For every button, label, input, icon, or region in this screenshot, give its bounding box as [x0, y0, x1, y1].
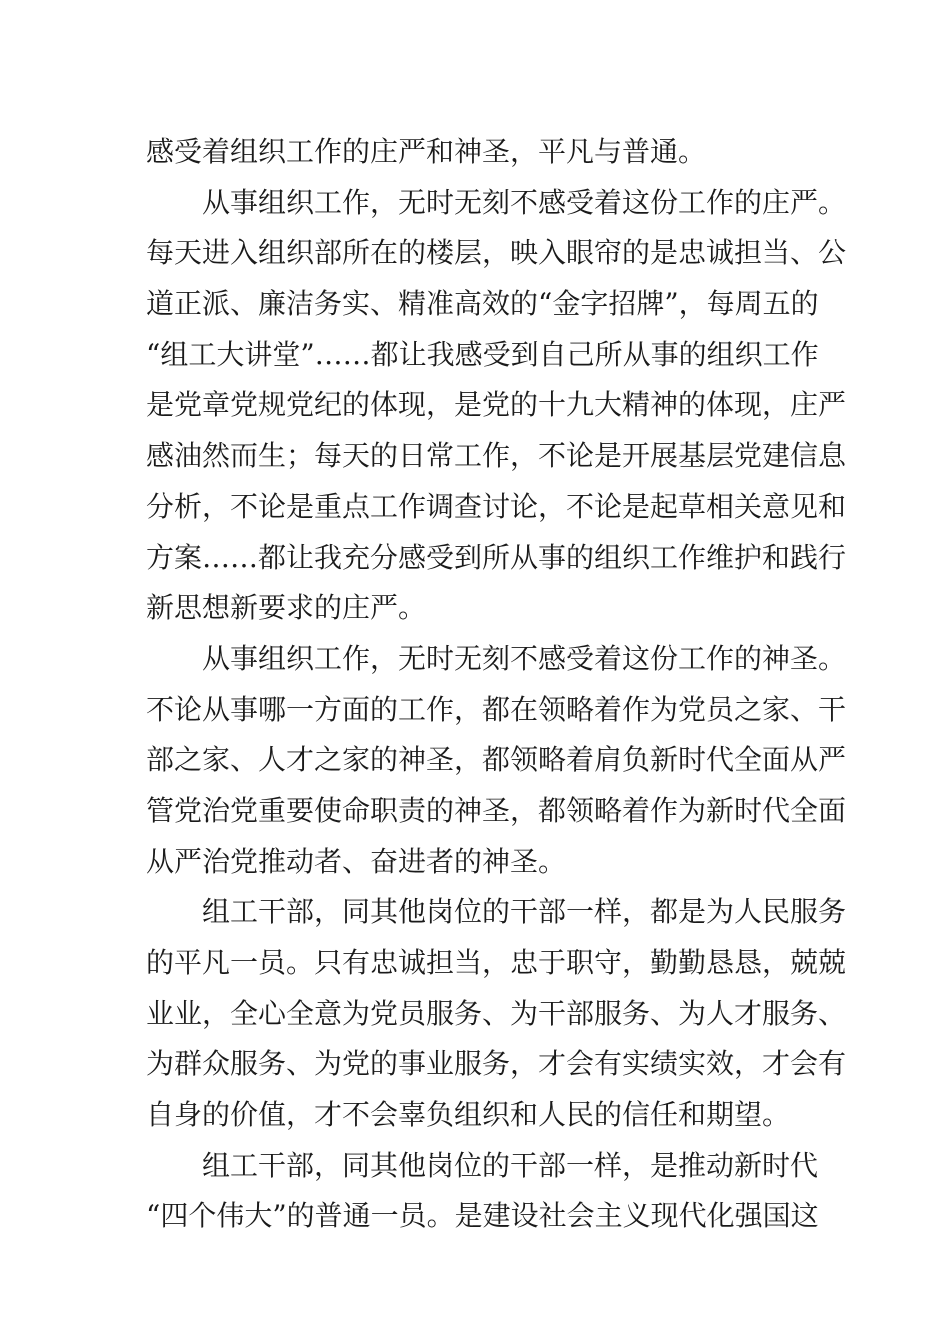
text-line: 分析，不论是重点工作调查讨论，不论是起草相关意见和: [146, 489, 847, 523]
paragraph-first-line: 从事组织工作，无时无刻不感受着这份工作的庄严。: [202, 185, 847, 219]
text-line: 部之家、人才之家的神圣，都领略着肩负新时代全面从严: [146, 743, 847, 777]
text-line: “组工大讲堂”……都让我感受到自己所从事的组织工作: [146, 337, 819, 371]
text-line: 管党治党重要使命职责的神圣，都领略着作为新时代全面: [146, 793, 847, 827]
text-line: 业业，全心全意为党员服务、为干部服务、为人才服务、: [146, 996, 847, 1030]
text-line: 是党章党规党纪的体现，是党的十九大精神的体现，庄严: [146, 388, 847, 422]
text-line: 每天进入组织部所在的楼层，映入眼帘的是忠诚担当、公: [146, 236, 847, 270]
text-line: 方案……都让我充分感受到所从事的组织工作维护和践行: [146, 540, 847, 574]
paragraph-first-line: 组工干部，同其他岗位的干部一样，是推动新时代: [202, 1148, 819, 1182]
text-line: 不论从事哪一方面的工作，都在领略着作为党员之家、干: [146, 692, 847, 726]
text-line: 为群众服务、为党的事业服务，才会有实绩实效，才会有: [146, 1047, 847, 1081]
text-line: 自身的价值，才不会辜负组织和人民的信任和期望。: [146, 1098, 791, 1132]
text-line: 感受着组织工作的庄严和神圣，平凡与普通。: [146, 135, 707, 168]
paragraph-first-line: 从事组织工作，无时无刻不感受着这份工作的神圣。: [202, 641, 847, 675]
text-line: 感油然而生；每天的日常工作，不论是开展基层党建信息: [146, 439, 847, 473]
text-line: 从严治党推动者、奋进者的神圣。: [146, 844, 567, 878]
text-line: 的平凡一员。只有忠诚担当，忠于职守，勤勤恳恳，兢兢: [146, 946, 847, 979]
paragraph-first-line: 组工干部，同其他岗位的干部一样，都是为人民服务: [202, 895, 847, 929]
body-text: [146, 127, 847, 1242]
text-line: “四个伟大”的普通一员。是建设社会主义现代化强国这: [146, 1199, 819, 1233]
text-line: 新思想新要求的庄严。: [146, 591, 427, 625]
text-line: 道正派、廉洁务实、精准高效的“金字招牌”，每周五的: [146, 287, 819, 321]
